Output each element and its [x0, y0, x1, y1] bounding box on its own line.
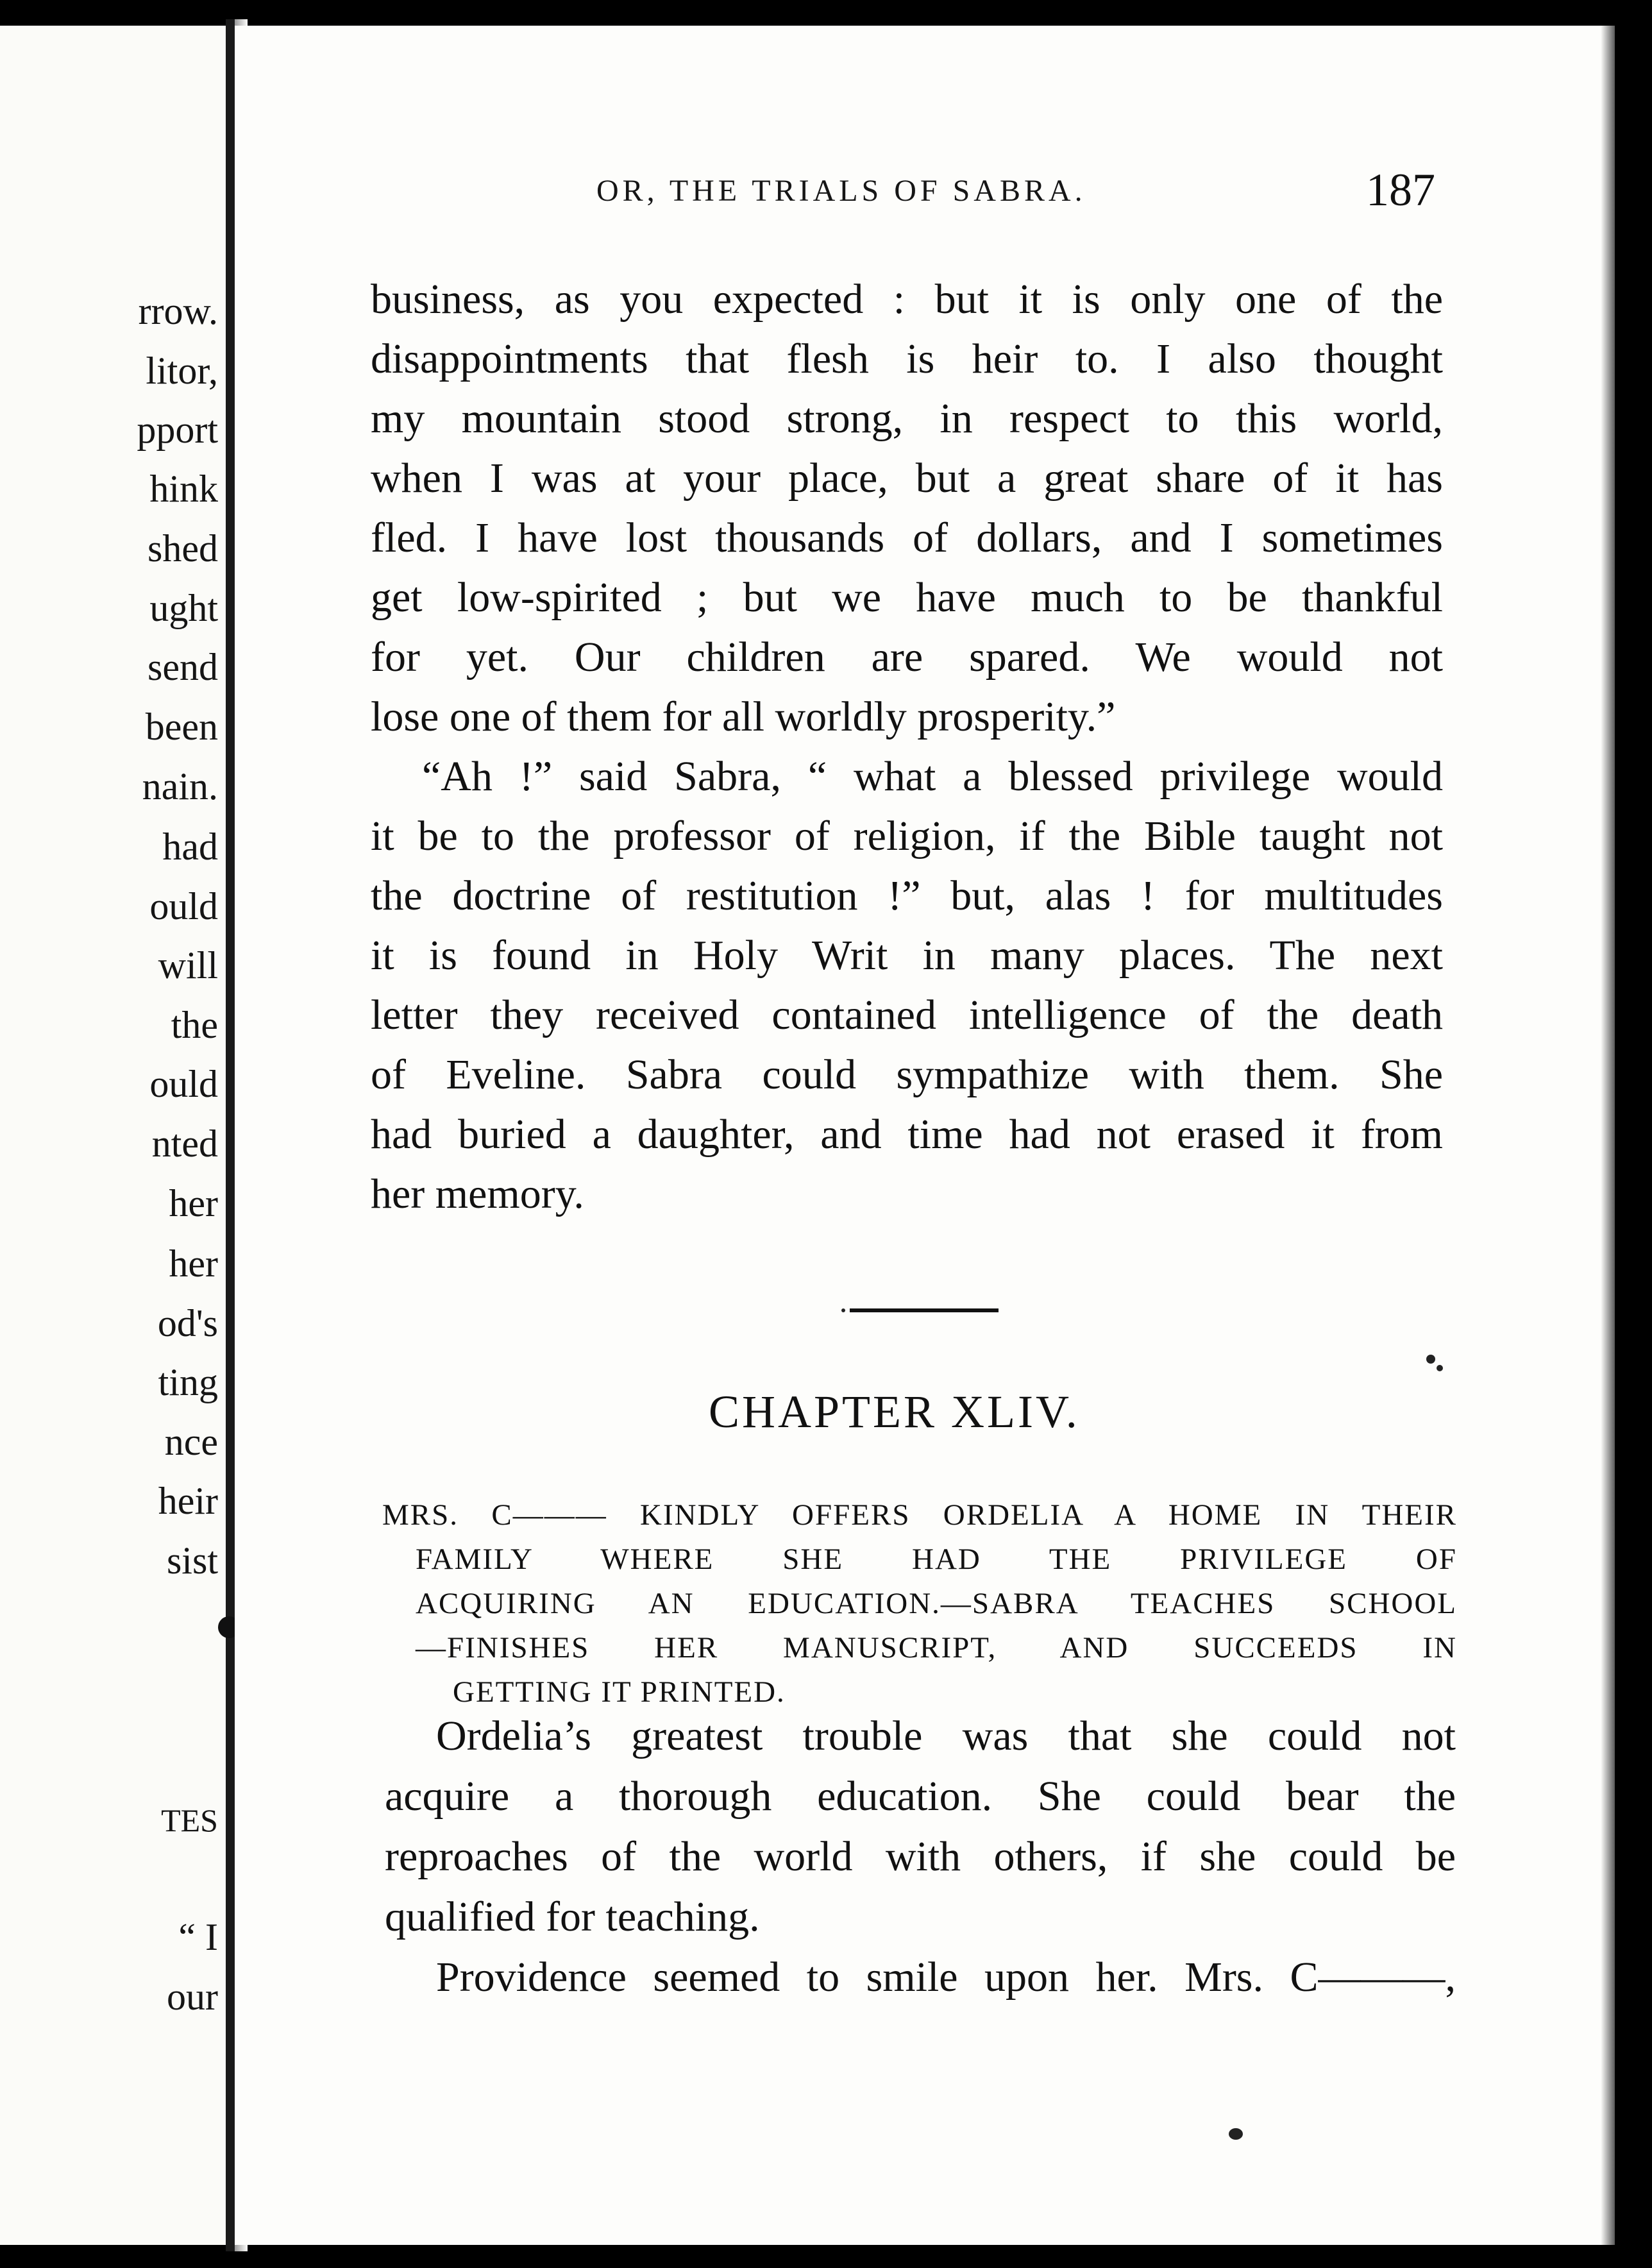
facing-page-fragment: nted	[151, 1122, 218, 1165]
facing-page-fragment: will	[158, 944, 218, 986]
text-line: my mountain stood strong, in respect to this world,	[371, 395, 1443, 442]
text-line: fled. I have lost thousands of dollars, and I sometimes	[371, 514, 1443, 561]
facing-page-fragment: TES	[161, 1802, 218, 1838]
facing-page-fragment: sist	[166, 1539, 218, 1582]
chapter-summary	[382, 1493, 1457, 1714]
text-line: Providence seemed to smile upon her. Mrs. C———,	[436, 1954, 1456, 2001]
page-number: 187	[1366, 164, 1435, 216]
facing-page-fragment: od's	[157, 1302, 218, 1344]
text-line: it be to the professor of religion, if the Bible taught not	[371, 813, 1443, 859]
facing-page-fragment: ting	[158, 1361, 218, 1403]
text-line: when I was at your place, but a great share of it has	[371, 455, 1443, 502]
facing-page-fragment: nce	[164, 1421, 218, 1463]
scan-speck	[841, 1308, 845, 1312]
facing-page-fragment: rrow.	[138, 290, 218, 332]
book-gutter	[226, 19, 235, 2251]
text-line: her memory.	[371, 1171, 584, 1217]
text-line: disappointments that flesh is heir to. I also thought	[371, 335, 1443, 382]
summary-line: MRS. C——— KINDLY OFFERS ORDELIA A HOME IN THEIR	[382, 1498, 1457, 1532]
text-line: get low-spirited ; but we have much to be thankful	[371, 574, 1443, 621]
facing-page-fragment: hink	[149, 468, 218, 510]
facing-page-fragment: “ I	[178, 1916, 218, 1958]
facing-page-fragment: her	[169, 1242, 218, 1285]
body-paragraphs	[371, 269, 1443, 1224]
text-line: acquire a thorough education. She could bear the	[385, 1773, 1456, 1820]
facing-page-fragment: ould	[149, 885, 218, 927]
text-line: of Eveline. Sabra could sympathize with them. She	[371, 1051, 1443, 1098]
facing-page-fragment: the	[171, 1004, 218, 1046]
facing-page-fragment: send	[148, 646, 218, 688]
scan-speck	[1437, 1365, 1443, 1371]
facing-page-fragment: our	[167, 1976, 218, 2018]
text-line: qualified for teaching.	[385, 1893, 760, 1940]
section-divider-rule	[850, 1308, 999, 1312]
facing-page-fragment: pport	[137, 409, 218, 451]
text-line: Ordelia’s greatest trouble was that she could not	[436, 1713, 1456, 1759]
facing-page-fragment: nain.	[142, 765, 218, 808]
text-line: for yet. Our children are spared. We would not	[371, 634, 1443, 681]
facing-page-fragment: been	[145, 706, 218, 748]
summary-line: ACQUIRING AN EDUCATION.—SABRA TEACHES SCHOOL	[416, 1587, 1457, 1620]
facing-page-fragment: litor,	[146, 350, 218, 392]
text-line: letter they received contained intelligence of the death	[371, 992, 1443, 1038]
facing-page-fragment: ught	[149, 587, 218, 629]
scan-speck	[1426, 1355, 1435, 1364]
chapter-title: CHAPTER XLIV.	[709, 1386, 1080, 1437]
facing-page-fragment: heir	[158, 1480, 218, 1522]
text-line: business, as you expected : but it is only one of the	[371, 276, 1443, 323]
text-line: lose one of them for all worldly prosperity.”	[371, 693, 1116, 740]
facing-page	[0, 26, 226, 2245]
text-line: had buried a daughter, and time had not erased it from	[371, 1111, 1443, 1158]
facing-page-fragment: shed	[148, 527, 218, 570]
text-line: the doctrine of restitution !” but, alas ! for multitudes	[371, 872, 1443, 919]
chapter-paragraphs	[385, 1706, 1456, 2008]
facing-page-fragment: ould	[149, 1063, 218, 1105]
text-line: it is found in Holy Writ in many places. The next	[371, 932, 1443, 979]
summary-line: FAMILY WHERE SHE HAD THE PRIVILEGE OF	[416, 1543, 1457, 1576]
running-head: OR, THE TRIALS OF SABRA.	[596, 174, 1086, 208]
scan-speck	[1229, 2128, 1243, 2140]
summary-line: GETTING IT PRINTED.	[453, 1675, 786, 1709]
text-line: reproaches of the world with others, if she could be	[385, 1833, 1456, 1880]
facing-page-fragment: her	[169, 1182, 218, 1224]
page-edge-shadow	[1601, 26, 1615, 2245]
summary-line: —FINISHES HER MANUSCRIPT, AND SUCCEEDS IN	[416, 1631, 1457, 1664]
text-line: “Ah !” said Sabra, “ what a blessed privilege would	[422, 753, 1443, 800]
facing-page-fragment: had	[162, 825, 218, 868]
